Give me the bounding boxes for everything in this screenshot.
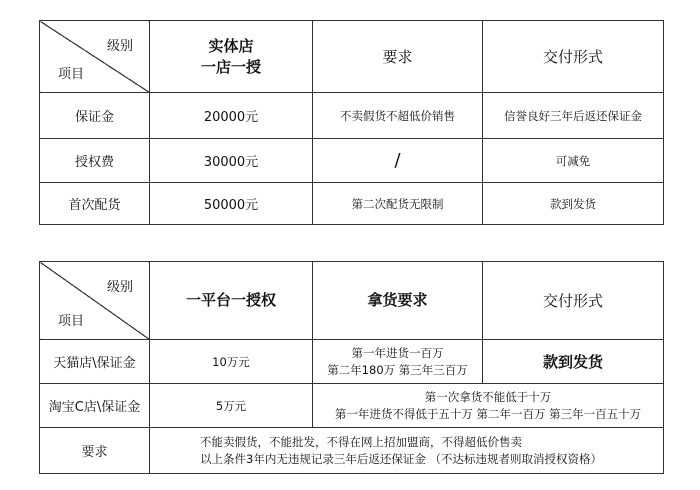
row-requirement [313, 340, 483, 384]
row-requirement: 不卖假货不超低价销售 [313, 93, 483, 139]
row-label: 授权费 [40, 139, 150, 183]
row-label: 首次配货 [40, 183, 150, 225]
footer-line: 以上条件3年内无违规记录三年后返还保证金 （不达标违规者则取消授权资格） [200, 451, 602, 466]
row-amount: 30000元 [150, 139, 313, 183]
row-delivery: 信誉良好三年后返还保证金 [483, 93, 664, 139]
row-amount: 20000元 [150, 93, 313, 139]
row-requirement [313, 384, 664, 428]
footer-requirements [150, 428, 664, 474]
corner-level-label: 级别 [106, 280, 133, 295]
header-requirement: 要求 [313, 21, 483, 93]
header-store-type-line2: 一店一授 [200, 57, 261, 76]
requirement-line: 第一年进货一百万 [351, 345, 444, 360]
deposit-table-physical-store [39, 20, 664, 225]
requirement-line: 第二年180万 第三年三百万 [327, 362, 468, 377]
table-row [40, 139, 664, 183]
row-label: 天猫店\保证金 [40, 340, 150, 384]
corner-header-cell [40, 21, 150, 93]
row-delivery: 可减免 [483, 139, 664, 183]
footer-label: 要求 [40, 428, 150, 474]
header-delivery: 交付形式 [483, 21, 664, 93]
deposit-table-online-platform [39, 261, 664, 474]
table-row [40, 183, 664, 225]
row-delivery: 款到发货 [483, 340, 664, 384]
header-platform-auth: 一平台一授权 [150, 262, 313, 340]
header-delivery: 交付形式 [483, 262, 664, 340]
table-row [40, 340, 664, 384]
row-label: 保证金 [40, 93, 150, 139]
corner-level-label: 级别 [106, 39, 133, 54]
table-row [40, 93, 664, 139]
table-row [40, 428, 664, 474]
corner-item-label: 项目 [58, 314, 85, 329]
footer-line: 不能卖假货，不能批发，不得在网上招加盟商，不得超低价售卖 [200, 434, 522, 449]
row-label: 淘宝C店\保证金 [40, 384, 150, 428]
row-amount: 5万元 [150, 384, 313, 428]
row-requirement: 第二次配货无限制 [313, 183, 483, 225]
row-amount: 10万元 [150, 340, 313, 384]
requirement-line: 第一次拿货不能低于十万 [424, 389, 552, 404]
header-store-type [150, 21, 313, 93]
requirement-line: 第一年进货不得低于五十万 第二年一百万 第三年一百五十万 [334, 406, 642, 421]
table-row [40, 384, 664, 428]
row-amount: 50000元 [150, 183, 313, 225]
row-requirement: / [313, 139, 483, 183]
header-purchase-requirement: 拿货要求 [313, 262, 483, 340]
row-delivery: 款到发货 [483, 183, 664, 225]
corner-item-label: 项目 [58, 67, 85, 82]
header-store-type-line1: 实体店 [208, 37, 254, 56]
corner-header-cell [40, 262, 150, 340]
